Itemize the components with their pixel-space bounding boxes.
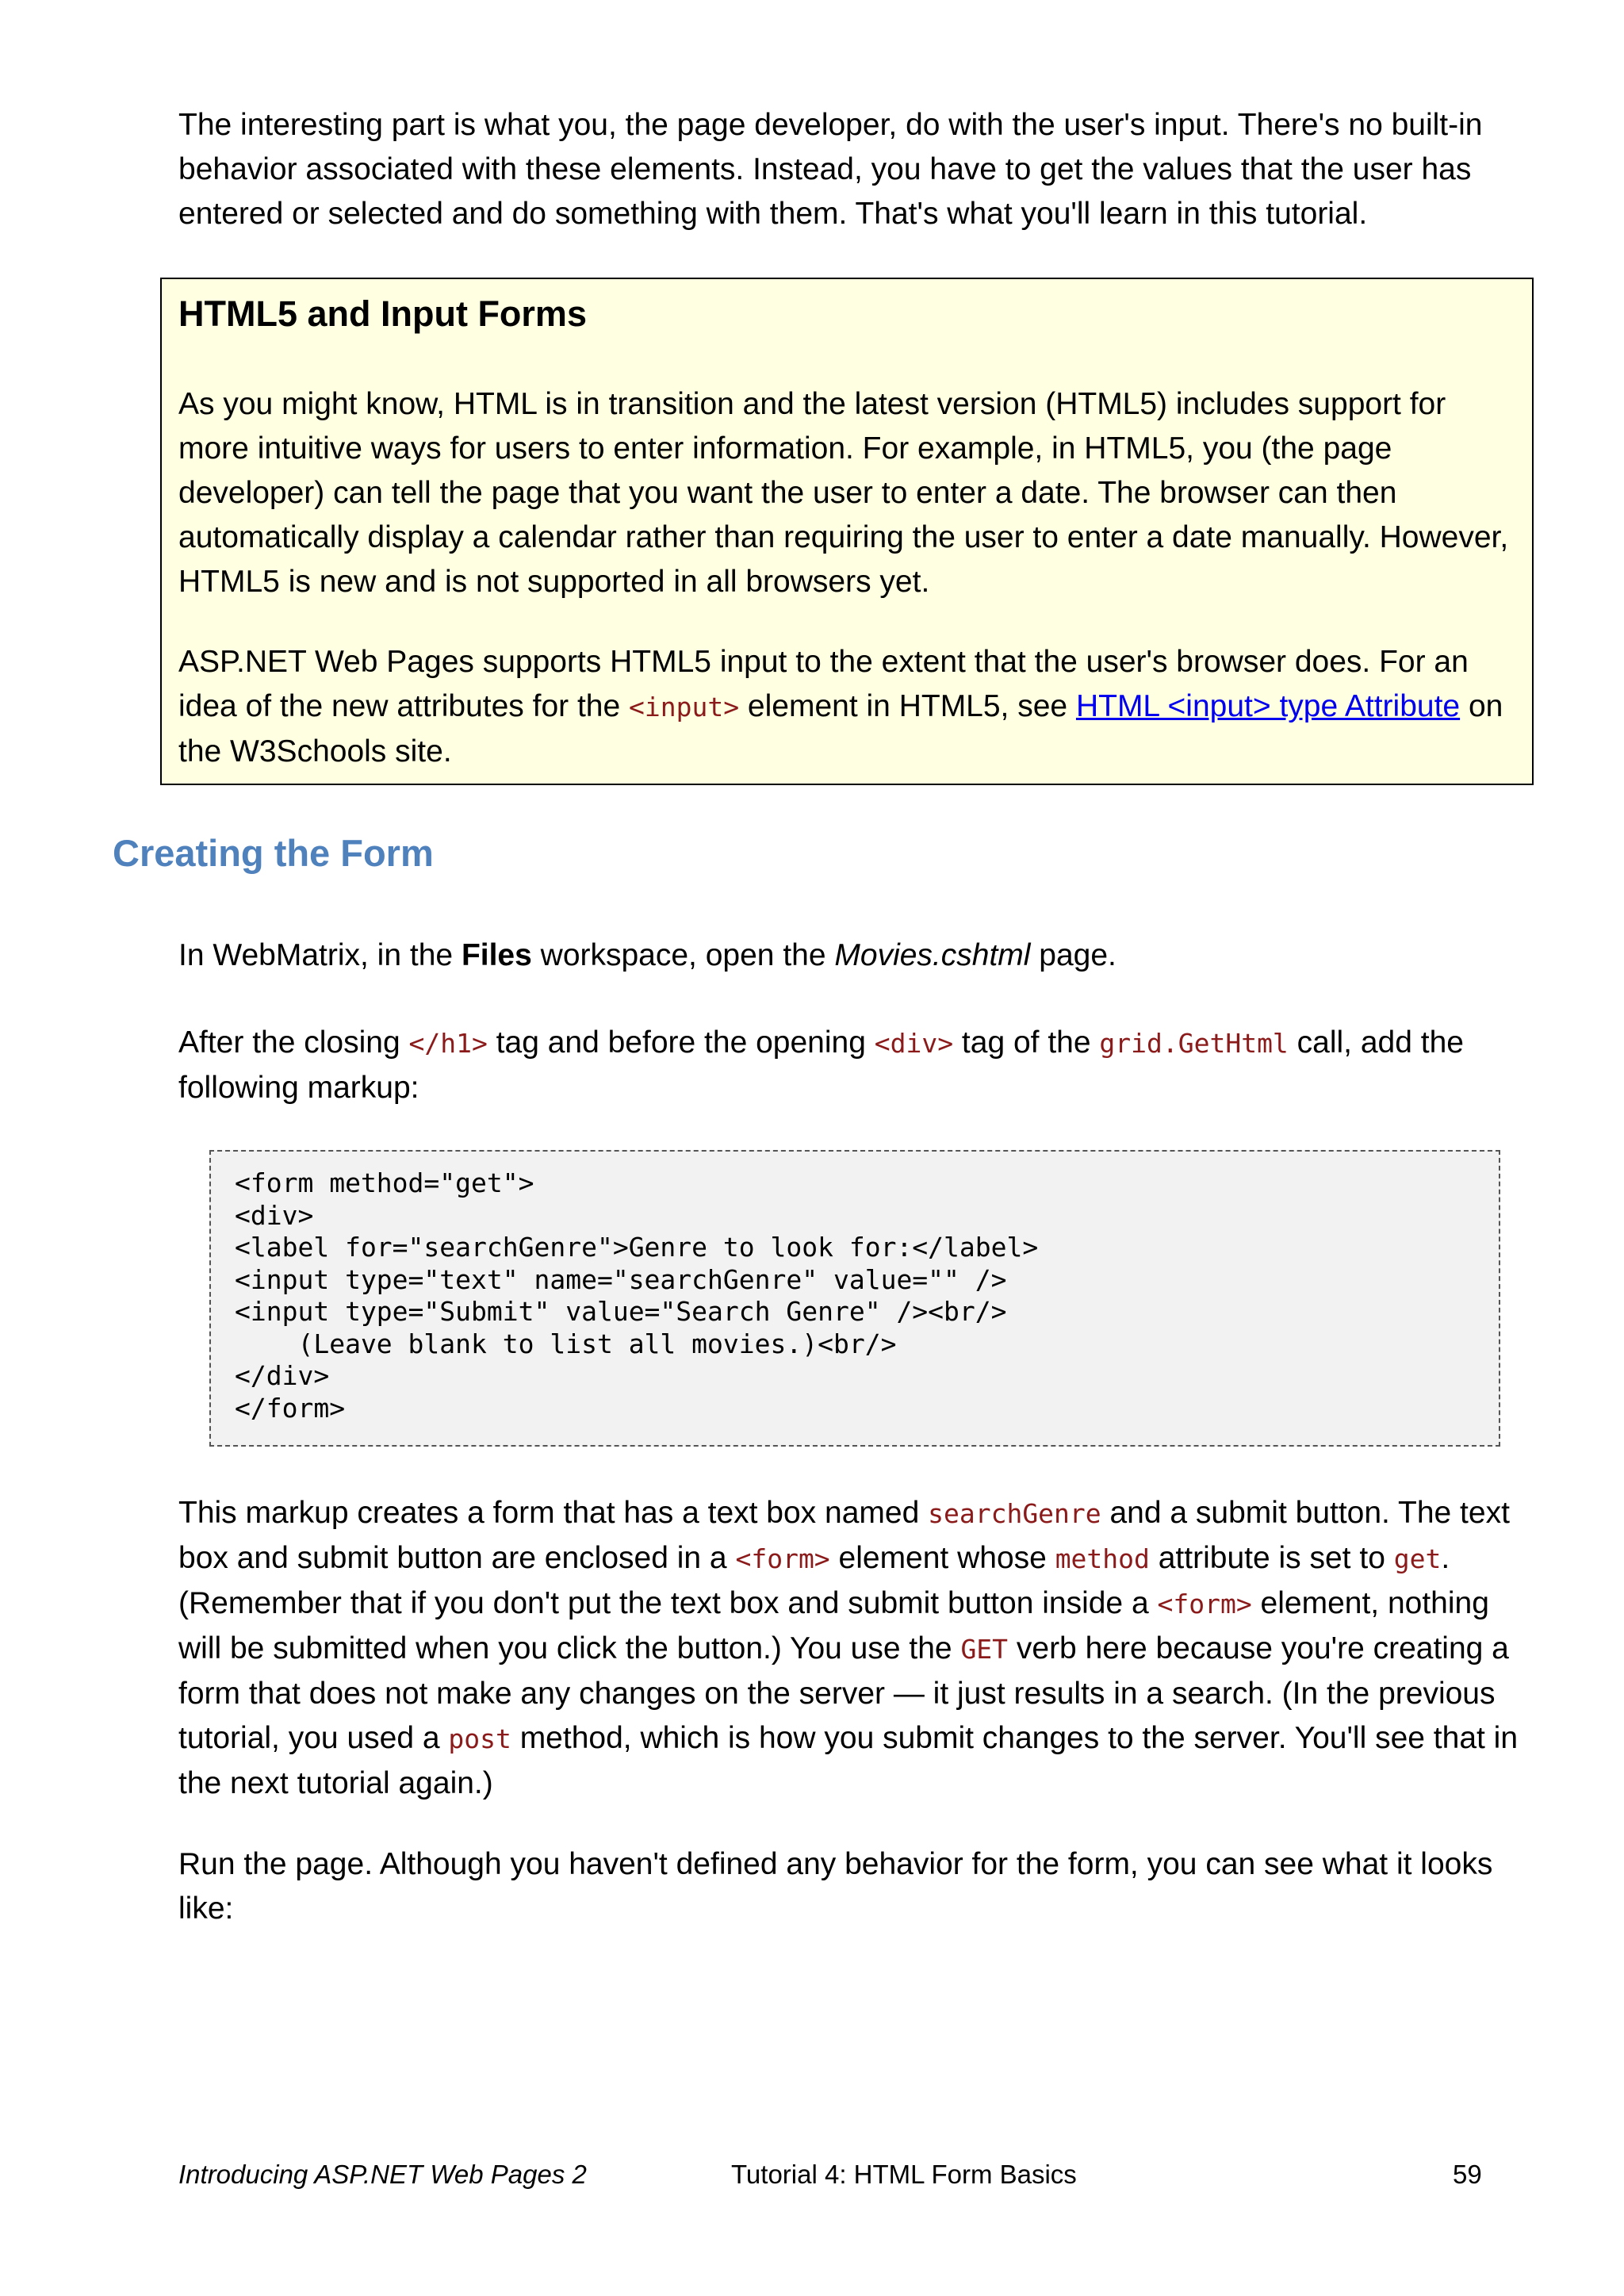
note-paragraph-1: As you might know, HTML is in transition and the latest version (HTML5) includes support for more intuitive ways for users to enter information. For example, in HTML5, you (the page developer) can tell the page that you want the user to enter a date. The browser can then automatically display a calendar rather than requiring the user to enter a date manually. However, HTML5 is new and is not supported in all browsers yet.	[178, 387, 1509, 599]
footer-book-title: Introducing ASP.NET Web Pages 2	[178, 2160, 587, 2189]
intro-paragraph: The interesting part is what you, the page developer, do with the user's input. There's no built-in behavior associated with these elements. Instead, you have to get the values that the user has entered or selected and do something with them. That's what you'll learn in this tutorial.	[178, 108, 1483, 231]
w3schools-input-type-link[interactable]: HTML <input> type Attribute	[1075, 689, 1461, 723]
form-markup-code: <form method="get"> <div> <label for="searchGenre">Genre to look for:</label> <input type="text" name="searchGenre" value="" /> <input type="Submit" value="Search Genre" /><br/> (Leave blank to list all movies.)<br/> </div> </form>	[235, 1167, 1039, 1424]
html5-note-box	[160, 278, 1534, 785]
code-block	[209, 1150, 1500, 1447]
note-paragraph-2: ASP.NET Web Pages supports HTML5 input to the extent that the user's browser does. For an idea of the new attributes for the <input> element in HTML5, see HTML <input> type Attribute on the W3Schools site.	[178, 645, 1503, 769]
footer-chapter: Tutorial 4: HTML Form Basics	[731, 2160, 1077, 2189]
code-input-element: <input>	[629, 692, 740, 723]
footer-page-number: 59	[1453, 2160, 1482, 2189]
section-heading: Creating the Form	[113, 832, 434, 874]
note-title: HTML5 and Input Forms	[178, 293, 587, 334]
step-add-markup: After the closing </h1> tag and before the opening <div> tag of the grid.GetHtml call, add the following markup:	[178, 1025, 1464, 1105]
step-open-page: In WebMatrix, in the Files workspace, open the Movies.cshtml page.	[178, 938, 1116, 972]
markup-description: This markup creates a form that has a text box named searchGenre and a submit button. The text box and submit button are enclosed in a <form> element whose method attribute is set to get. (Remember that if you don't put the text box and submit button inside a <form> element, nothing will be submitted when you click the button.) You use the GET verb here because you're creating a form that does not make any changes on the server — it just results in a search. (In the previous tutorial, you used a post method, which is how you submit changes to the server. You'll see that in the next tutorial again.)	[178, 1496, 1519, 1800]
run-page-paragraph: Run the page. Although you haven't defined any behavior for the form, you can see what it looks like:	[178, 1847, 1493, 1926]
